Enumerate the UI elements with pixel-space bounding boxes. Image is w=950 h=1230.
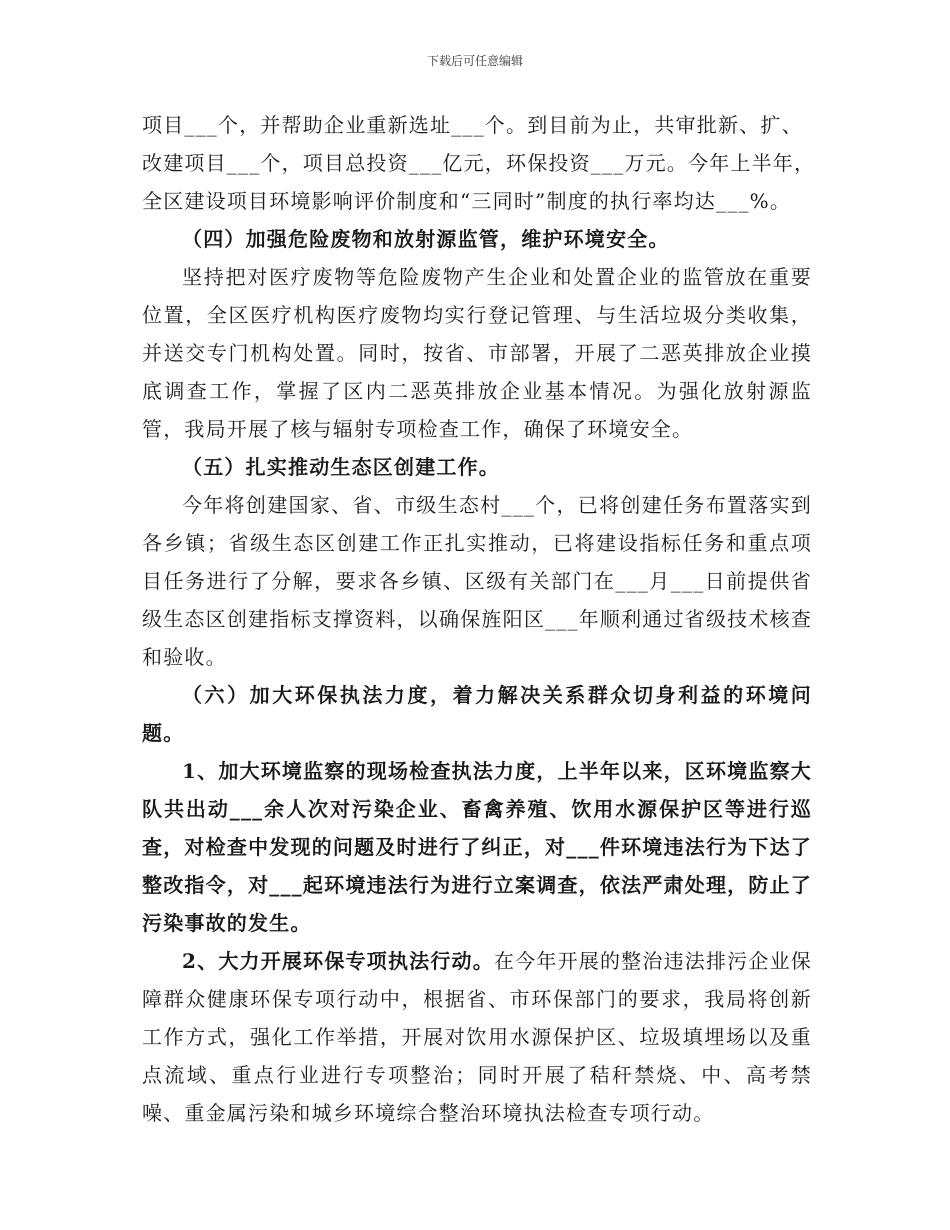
paragraph-hazardous-waste: 坚持把对医疗废物等危险废物产生企业和处置企业的监管放在重要位置，全区医疗机构医疗废物均实行登记管理、与生活垃圾分类收集，并送交专门机构处置。同时，按省、市部署，开展了二恶英排放企业摸底调查工作，掌握了区内二恶英排放企业基本情况。为强化放射源监管，我局开展了核与辐射专项检查工作，确保了环境安全。 — [142, 265, 812, 441]
paragraph-special-action — [142, 942, 812, 1132]
section-heading-6: （六）加大环保执法力度，着力解决关系群众切身利益的环境问题。 — [142, 683, 812, 745]
paragraph-inspection: 1、加大环境监察的现场检查执法力度，上半年以来，区环境监察大队共出动___余人次对污染企业、畜禽养殖、饮用水源保护区等进行巡查，对检查中发现的问题及时进行了纠正，对___件环境违法行为下达了整改指令，对___起环境违法行为进行立案调查，依法严肃处理，防止了污染事故的发生。 — [142, 759, 812, 935]
section-heading-5: （五）扎实推动生态区创建工作。 — [182, 455, 500, 479]
paragraph-continuation — [142, 106, 816, 220]
paragraph-lead: 2、大力开展环保专项执法行动。 — [182, 949, 494, 973]
text-line: 改建项目___个，项目总投资___亿元，环保投资___万元。今年上半年， — [142, 151, 816, 175]
section-heading-4: （四）加强危险废物和放射源监管，维护环境安全。 — [182, 227, 670, 251]
page-header: 下载后可任意编辑 — [426, 54, 523, 68]
document-body — [142, 106, 816, 1132]
text-line: 全区建设项目环境影响评价制度和“三同时”制度的执行率均达___%。 — [142, 189, 792, 213]
paragraph-text: 在今年开展的整治违法排污企业保障群众健康环保专项行动中，根据省、市环保部门的要求，我局将创新工作方式，强化工作举措，开展对饮用水源保护区、垃圾填埋场以及重点流域、重点行业进行专项整治；同时开展了秸秆禁烧、中、高考禁噪、重金属污染和城乡环境综合整治环境执法检查专项行动。 — [142, 949, 813, 1125]
paragraph-eco-district: 今年将创建国家、省、市级生态村___个，已将创建任务布置落实到各乡镇；省级生态区创建工作正扎实推动，已将建设指标任务和重点项目任务进行了分解，要求各乡镇、区级有关部门在___月___日前提供省级生态区创建指标支撑资料，以确保旌阳区___年顺利通过省级技术核查和验收。 — [142, 493, 812, 669]
text-line: 项目___个，并帮助企业重新选址___个。到目前为止，共审批新、扩、 — [142, 113, 803, 137]
